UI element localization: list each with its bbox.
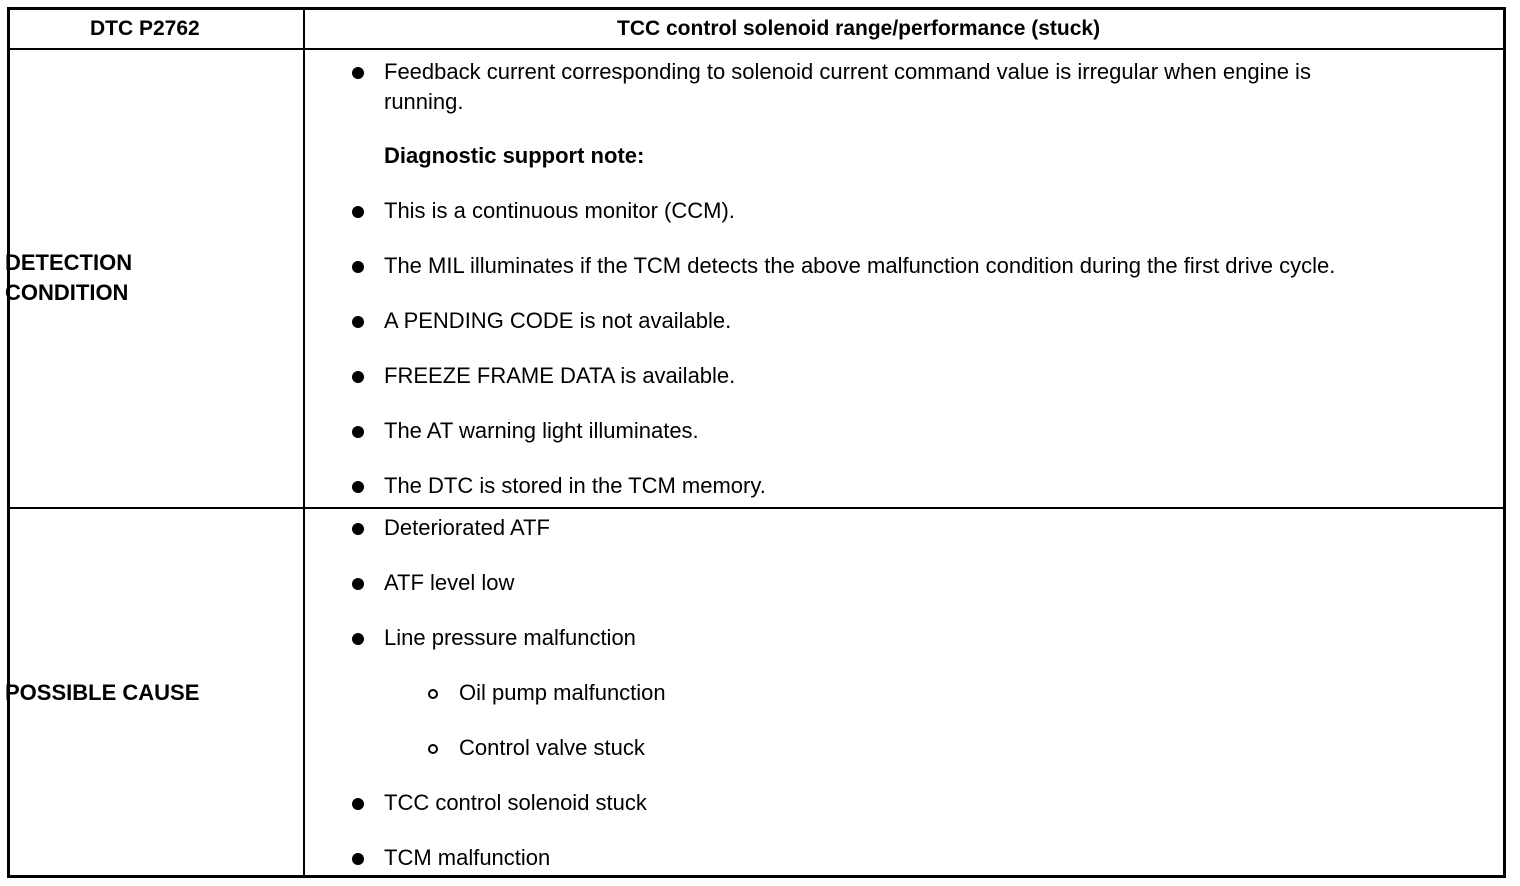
note-item: The AT warning light illuminates.	[384, 418, 699, 443]
cause-item: TCM malfunction	[384, 845, 551, 870]
bullet-icon	[352, 523, 364, 535]
bullet-icon	[352, 578, 364, 590]
bullet-icon	[352, 798, 364, 810]
detection-item-line2: running.	[384, 89, 464, 114]
bullet-icon	[352, 316, 364, 328]
dtc-code-header: DTC P2762	[90, 17, 200, 40]
cause-item: ATF level low	[384, 570, 515, 595]
bullet-icon	[352, 633, 364, 645]
detection-item-line1: Feedback current corresponding to solenoid current command value is irregular when engine is	[384, 59, 1311, 84]
note-item: The DTC is stored in the TCM memory.	[384, 473, 766, 498]
cause-item: Deteriorated ATF	[384, 515, 550, 540]
sub-bullet-icon	[428, 744, 438, 754]
cause-item: TCC control solenoid stuck	[384, 790, 647, 815]
cause-item: Line pressure malfunction	[384, 625, 636, 650]
note-item: The MIL illuminates if the TCM detects the above malfunction condition during the first drive cycle.	[384, 253, 1336, 278]
sub-bullet-icon	[428, 689, 438, 699]
cause-subitem: Control valve stuck	[459, 735, 645, 760]
bullet-icon	[352, 261, 364, 273]
bullet-icon	[352, 67, 364, 79]
note-item: A PENDING CODE is not available.	[384, 308, 732, 333]
diagnostic-support-note-heading: Diagnostic support note:	[384, 143, 645, 168]
bullet-icon	[352, 853, 364, 865]
detection-label-line1: DETECTION	[5, 250, 133, 275]
note-item: This is a continuous monitor (CCM).	[384, 198, 735, 223]
detection-condition-label	[5, 248, 132, 308]
row-divider	[10, 507, 1503, 509]
dtc-title-header: TCC control solenoid range/performance (stuck)	[617, 17, 1101, 40]
header-divider	[10, 48, 1503, 50]
possible-cause-label: POSSIBLE CAUSE	[5, 680, 200, 705]
cause-subitem: Oil pump malfunction	[459, 680, 666, 705]
column-divider	[303, 10, 305, 875]
bullet-icon	[352, 426, 364, 438]
dtc-table	[7, 7, 1506, 878]
note-item: FREEZE FRAME DATA is available.	[384, 363, 736, 388]
detection-label-line2: CONDITION	[5, 280, 129, 305]
bullet-icon	[352, 206, 364, 218]
bullet-icon	[352, 481, 364, 493]
bullet-icon	[352, 371, 364, 383]
